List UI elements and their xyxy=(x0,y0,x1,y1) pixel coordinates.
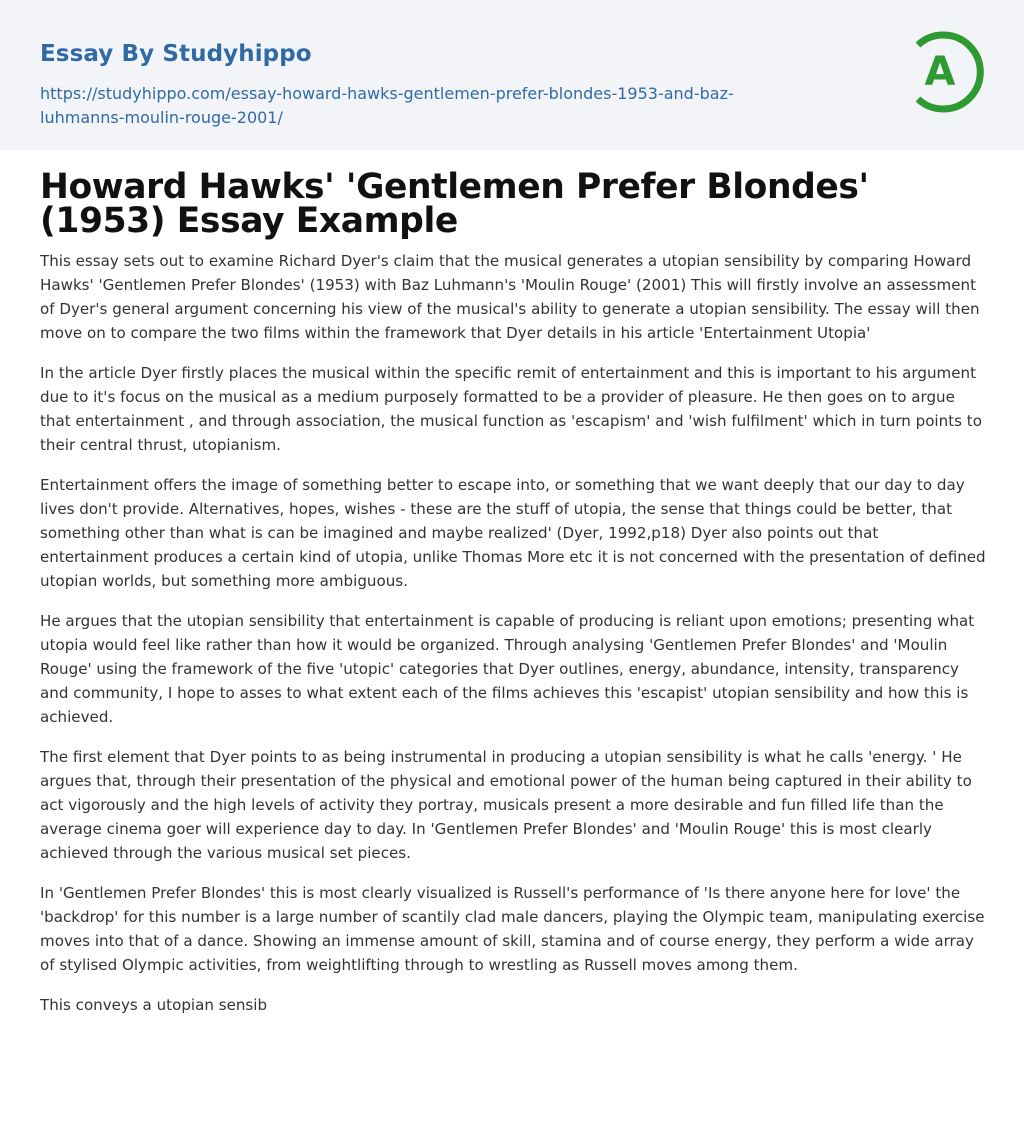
site-brand[interactable]: Essay By Studyhippo xyxy=(40,41,312,67)
studyhippo-logo[interactable] xyxy=(912,28,988,116)
essay-paragraph: The first element that Dyer points to as being instrumental in producing a utopian sensibility is what he calls 'energy. ' He argues that, through their presentation of the physical and emotional power of the human being captured in their ability to act vigorously and the high levels of activity they portray, musicals present a more desirable and fun filled life than the average cinema goer will experience day to day. In 'Gentlemen Prefer Blondes' and 'Moulin Rouge' this is most clearly achieved through the various musical set pieces. xyxy=(40,748,972,862)
page-title: Howard Hawks' 'Gentlemen Prefer Blondes' (1953) Essay Example xyxy=(40,167,869,241)
essay-paragraph: In 'Gentlemen Prefer Blondes' this is most clearly visualized is Russell's performance of 'Is there anyone here for love' the 'backdrop' for this number is a large number of scantily clad male dancers, playing the Olympic team, manipulating exercise moves into that of a dance. Showing an immense amount of skill, stamina and of course energy, they perform a wide array of stylised Olympic activities, from weightlifting through to wrestling as Russell moves among them. xyxy=(40,884,985,974)
essay-paragraph: He argues that the utopian sensibility that entertainment is capable of producing is reliant upon emotions; presenting what utopia would feel like rather than how it would be organized. Through analysing 'Gentlemen Prefer Blondes' and 'Moulin Rouge' using the framework of the five 'utopic' categories that Dyer outlines, energy, abundance, intensity, transparency and community, I hope to asses to what extent each of the films achieves this 'escapist' utopian sensibility and how this is achieved. xyxy=(40,612,975,726)
essay-url-link[interactable]: https://studyhippo.com/essay-howard-hawks-gentlemen-prefer-blondes-1953-and-baz-luhmanns-moulin-rouge-2001/ xyxy=(40,84,734,127)
essay-paragraph-truncated: This conveys a utopian sensib xyxy=(40,996,268,1014)
logo-letter: A xyxy=(924,49,956,95)
essay-paragraph: This essay sets out to examine Richard Dyer's claim that the musical generates a utopian sensibility by comparing Howard Hawks' 'Gentlemen Prefer Blondes' (1953) with Baz Luhmann's 'Moulin Rouge' (2001) This will firstly involve an assessment of Dyer's general argument concerning his view of the musical's ability to generate a utopian sensibility. The essay will then move on to compare the two films within the framework that Dyer details in his article 'Entertainment Utopia' xyxy=(40,252,980,342)
essay-paragraph: In the article Dyer firstly places the musical within the specific remit of entertainment and this is important to his argument due to it's focus on the musical as a medium purposely formatted to be a provider of pleasure. He then goes on to argue that entertainment , and through association, the musical function as 'escapism' and 'wish fulfilment' which in turn points to their central thrust, utopianism. xyxy=(40,364,982,454)
essay-body xyxy=(40,249,990,1033)
site-header xyxy=(0,0,1024,150)
essay-paragraph: Entertainment offers the image of something better to escape into, or something that we want deeply that our day to day lives don't provide. Alternatives, hopes, wishes - these are the stuff of utopia, the sense that things could be better, that something other than what is can be imagined and maybe realized' (Dyer, 1992,p18) Dyer also points out that entertainment produces a certain kind of utopia, unlike Thomas More etc it is not concerned with the presentation of defined utopian worlds, but something more ambiguous. xyxy=(40,476,986,590)
